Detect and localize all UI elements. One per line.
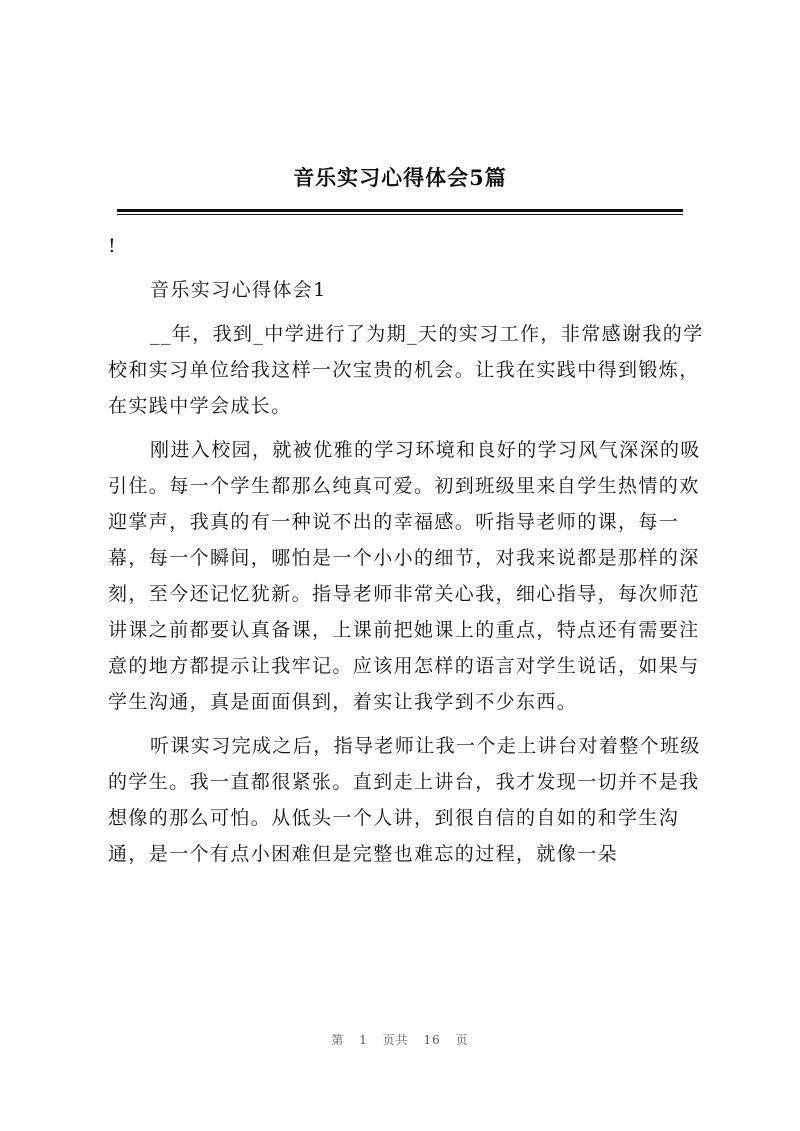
page-footer: 第 1 页共 16 页	[331, 1033, 469, 1047]
title-rule-thick	[117, 209, 683, 212]
paragraph-1: __年，我到_中学进行了为期_天的实习工作，非常感谢我的学校和实习单位给我这样一次宝贵的机会。让我在实践中得到锻炼，在实践中学会成长。	[108, 323, 704, 417]
document-body	[108, 228, 708, 880]
section-heading: 音乐实习心得体会1	[150, 279, 327, 301]
title-rule-thin	[117, 214, 683, 215]
document-title: 音乐实习心得体会5篇	[293, 165, 507, 190]
exclamation-mark: !	[108, 235, 118, 257]
paragraph-3: 听课实习完成之后，指导老师让我一个走上讲台对着整个班级的学生。我一直都很紧张。直到走上讲台，我才发现一切并不是我想像的那么可怕。从低头一个人讲，到很自信的自如的和学生沟通，是一个有点小困难但是完整也难忘的过程，就像一朵	[108, 735, 701, 865]
paragraph-2: 刚进入校园，就被优雅的学习环境和良好的学习风气深深的吸引住。每一个学生都那么纯真可爱。初到班级里来自学生热情的欢迎掌声，我真的有一种说不出的幸福感。听指导老师的课，每一幕，每一个瞬间，哪怕是一个小小的细节，对我来说都是那样的深刻，至今还记忆犹新。指导老师非常关心我，细心指导，每次师范讲课之前都要认真备课，上课前把她课上的重点，特点还有需要注意的地方都提示让我牢记。应该用怎样的语言对学生说话，如果与学生沟通，真是面面俱到，着实让我学到不少东西。	[108, 439, 701, 713]
